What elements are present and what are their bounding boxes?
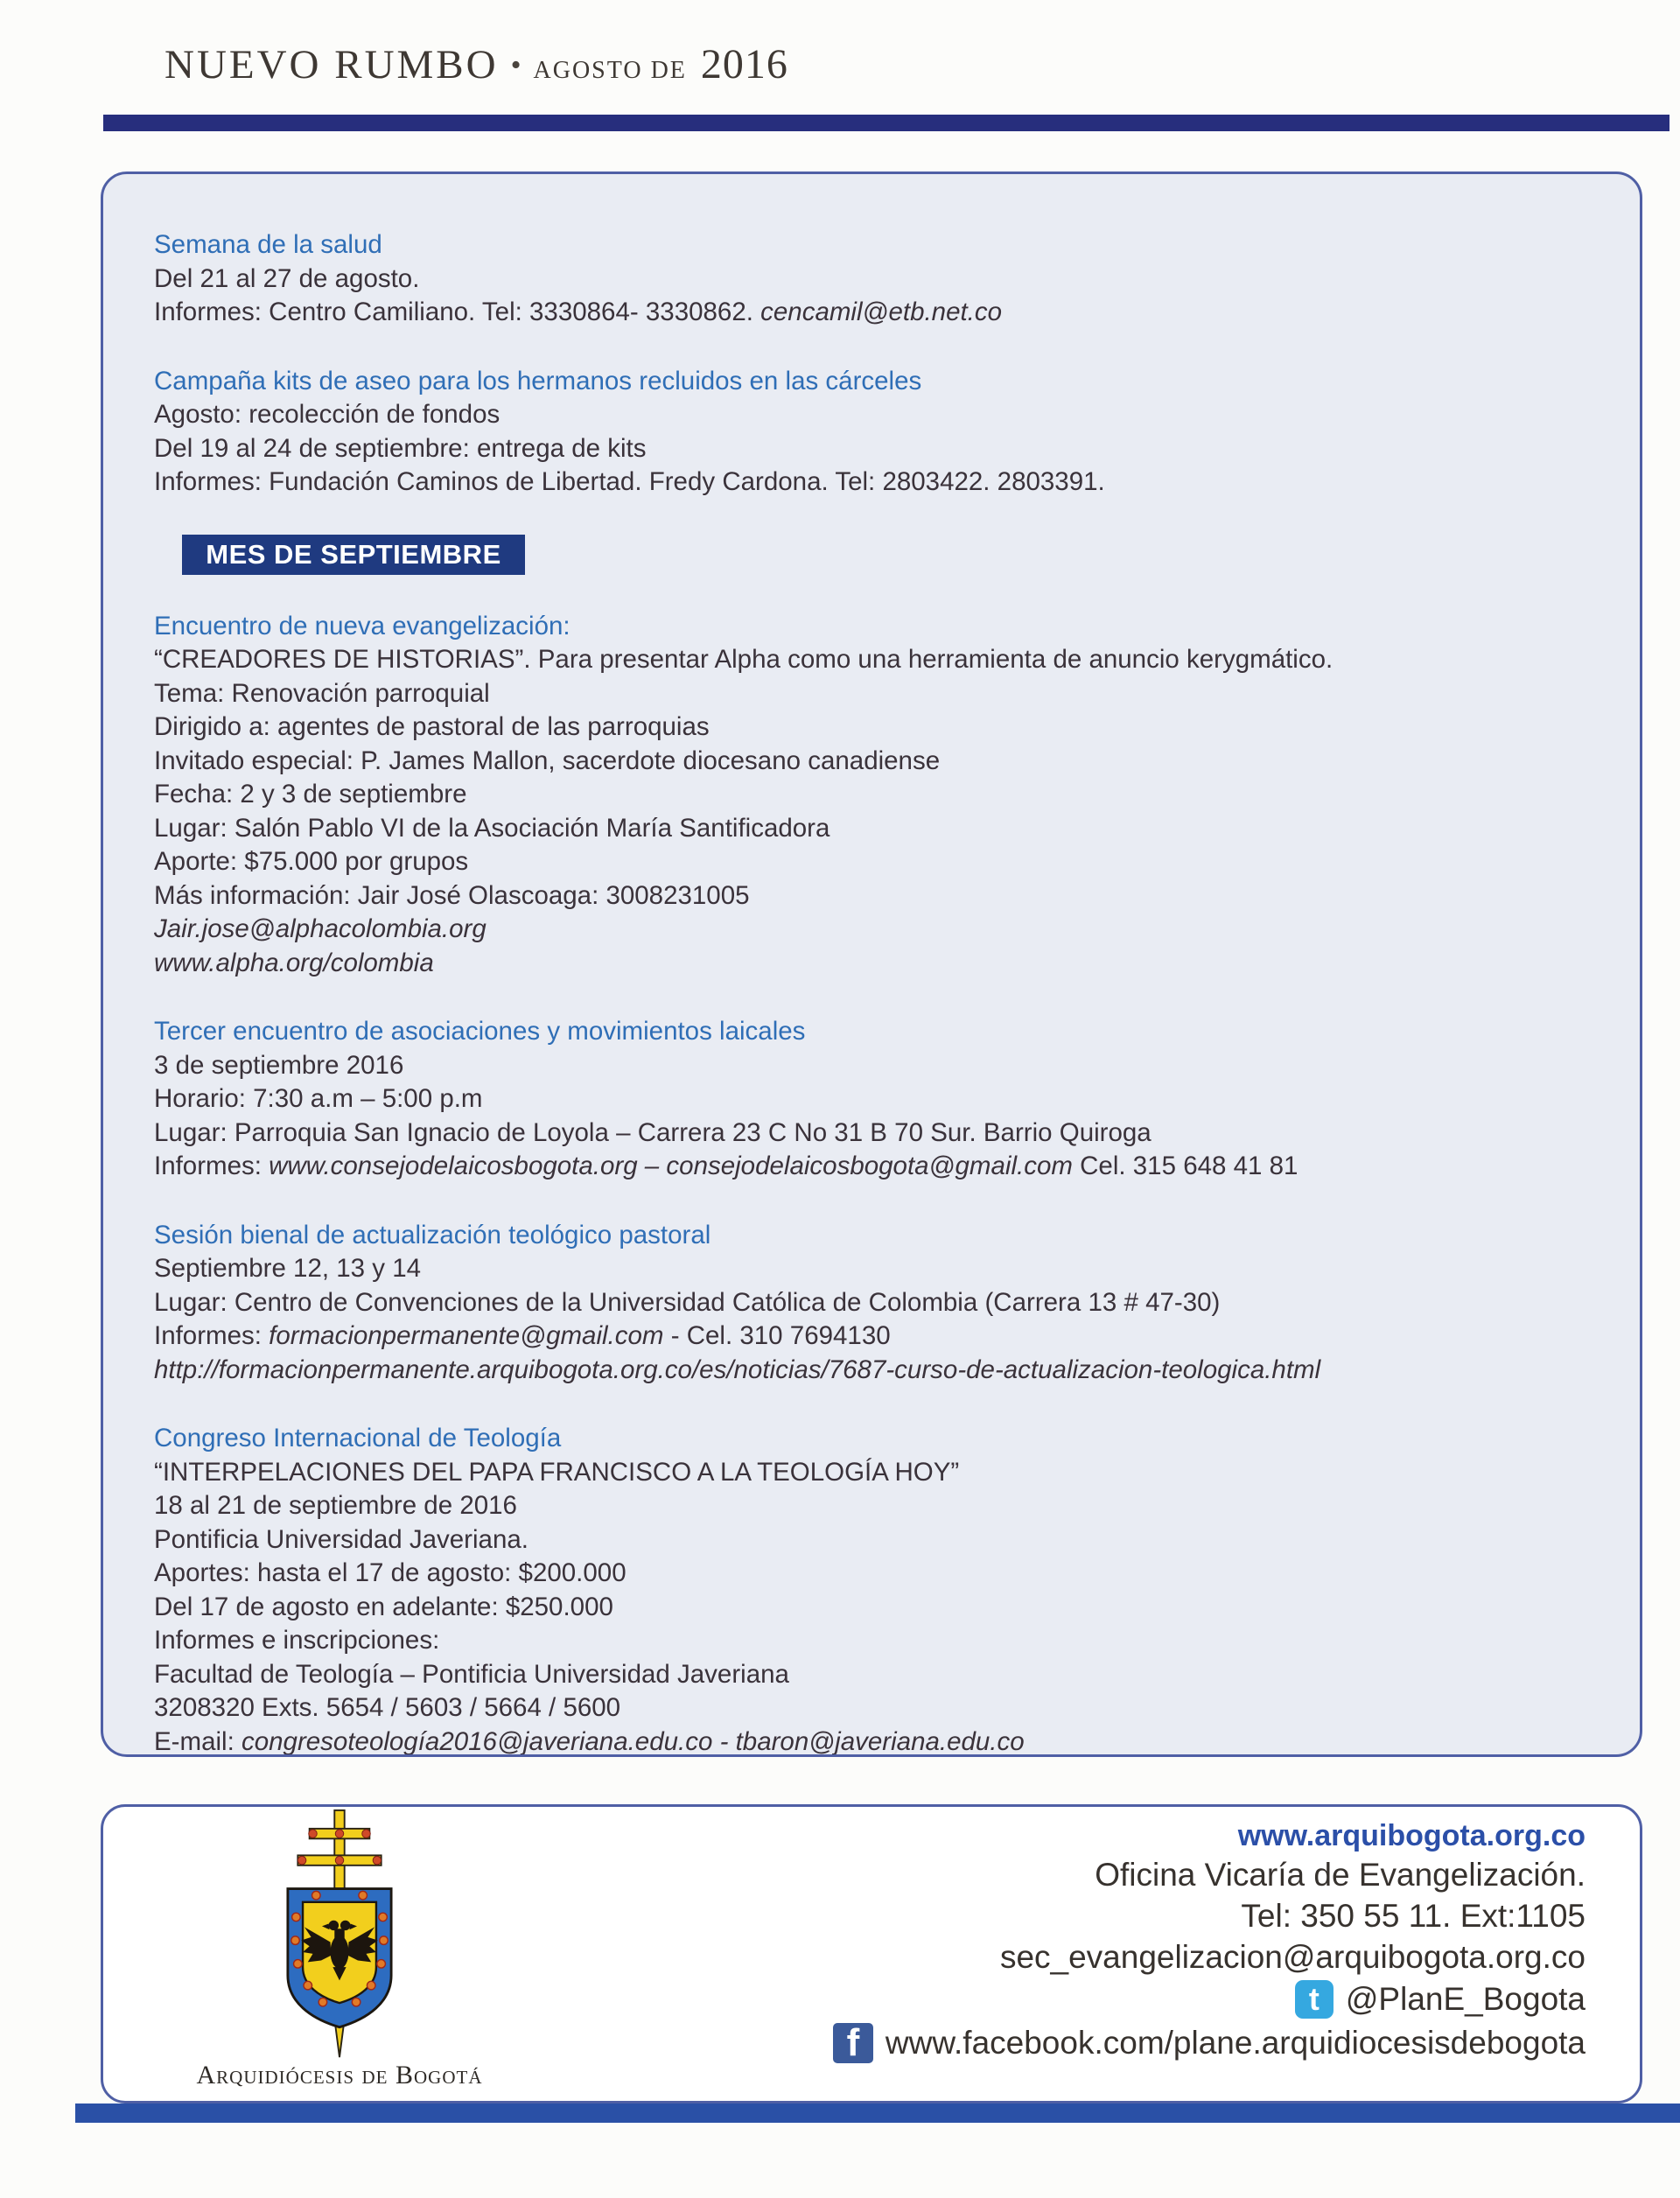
link-text: www.alpha.org/colombia (154, 948, 434, 977)
masthead-issue: AGOSTO DE (533, 57, 687, 84)
footer-email: sec_evangelizacion@arquibogota.org.co (999, 1939, 1586, 1975)
body-text: Pontificia Universidad Javeriana. (154, 1524, 528, 1554)
section-line (154, 1150, 1591, 1184)
event-section (154, 365, 1591, 500)
body-text: Aporte: $75.000 por grupos (154, 847, 469, 876)
section-line (154, 845, 1591, 879)
link-text: www.consejodelaicosbogota.org – consejodelaicosbogota@gmail.com (269, 1152, 1073, 1180)
event-section (154, 1015, 1591, 1184)
section-line (154, 1252, 1591, 1286)
link-text: formacionpermanente@gmail.com (269, 1321, 664, 1350)
section-line (154, 398, 1591, 432)
section-heading: Sesión bienal de actualización teológico pastoral (154, 1220, 711, 1250)
section-heading: Tercer encuentro de asociaciones y movimientos laicales (154, 1017, 806, 1046)
section-line (154, 812, 1591, 846)
body-text: Lugar: Centro de Convenciones de la Universidad Católica de Colombia (Carrera 13 # 47-30) (154, 1287, 1221, 1317)
section-heading: Encuentro de nueva evangelización: (154, 611, 570, 640)
section-line (154, 1557, 1591, 1591)
body-text: E-mail: (154, 1726, 242, 1756)
footer-bottom-bar (75, 2104, 1680, 2123)
footer-facebook-row (576, 2021, 1586, 2065)
event-section (154, 1219, 1591, 1388)
section-line (154, 677, 1591, 711)
body-text: 3 de septiembre 2016 (154, 1050, 404, 1080)
body-text: 3208320 Exts. 5654 / 5603 / 5664 / 5600 (154, 1693, 621, 1722)
body-text: Cel. 315 648 41 81 (1072, 1152, 1298, 1180)
section-heading: Congreso Internacional de Teología (154, 1424, 562, 1452)
footer-facebook-url: www.facebook.com/plane.arquidiocesisdebogota (885, 2025, 1586, 2061)
section-line (154, 1082, 1591, 1116)
link-text: congresoteología2016@javeriana.edu.co - tbaron@javeriana.edu.co (241, 1726, 1025, 1756)
section-line (154, 1456, 1591, 1490)
body-text: Lugar: Salón Pablo VI de la Asociación María Santificadora (154, 813, 830, 843)
body-text: Informes: Centro Camiliano. Tel: 3330864- 3330862. (154, 298, 761, 326)
section-line (154, 1691, 1591, 1726)
section-line (154, 913, 1591, 947)
section-line (154, 1286, 1591, 1320)
footer-website: www.arquibogota.org.co (1237, 1819, 1586, 1852)
footer-contact-column (576, 1807, 1640, 2101)
section-line (154, 432, 1591, 466)
body-text: Del 17 de agosto en adelante: $250.000 (154, 1592, 613, 1621)
link-text: Jair.jose@alphacolombia.org (154, 914, 486, 943)
body-text: Más información: Jair José Olascoaga: 3008231005 (154, 880, 750, 910)
body-text: - Cel. 310 7694130 (663, 1321, 891, 1350)
footer-office: Oficina Vicaría de Evangelización. (1095, 1857, 1586, 1893)
body-text: Invitado especial: P. James Mallon, sacerdote diocesano canadiense (154, 746, 941, 775)
body-text: Agosto: recolección de fondos (154, 400, 500, 429)
events-box (101, 172, 1642, 1757)
body-text: “CREADORES DE HISTORIAS”. Para presentar Alpha como una herramienta de anuncio kerygmático. (154, 645, 1334, 674)
link-text: http://formacionpermanente.arquibogota.org.co/es/noticias/7687-curso-de-actualizacion-teologica.html (154, 1354, 1321, 1384)
event-section (154, 610, 1591, 981)
body-text: Fecha: 2 y 3 de septiembre (154, 780, 467, 808)
month-banner (182, 535, 525, 575)
section-line (154, 947, 1591, 981)
section-heading: Semana de la salud (154, 230, 382, 259)
body-text: Del 21 al 27 de agosto. (154, 263, 420, 293)
section-line (154, 1320, 1591, 1354)
section-line (154, 1591, 1591, 1625)
body-text: Del 19 al 24 de septiembre: entrega de kits (154, 433, 647, 463)
body-text: Dirigido a: agentes de pastoral de las parroquias (154, 712, 710, 741)
body-text: Informes: Fundación Caminos de Libertad. Fredy Cardona. Tel: 2803422. 2803391. (154, 467, 1105, 496)
section-line (154, 1726, 1591, 1758)
body-text: Lugar: Parroquia San Ignacio de Loyola – Carrera 23 C No 31 B 70 Sur. Barrio Quiroga (154, 1117, 1152, 1147)
body-text: “INTERPELACIONES DEL PAPA FRANCISCO A LA TEOLOGÍA HOY” (154, 1457, 960, 1487)
section-line (154, 1624, 1591, 1658)
masthead-year: 2016 (700, 41, 788, 88)
section-line (154, 466, 1591, 500)
footer-crest-column (103, 1807, 576, 2101)
body-text: Informes e inscripciones: (154, 1626, 440, 1655)
body-text: Horario: 7:30 a.m – 5:00 p.m (154, 1084, 483, 1113)
header-rule (103, 115, 1670, 131)
event-section (154, 1422, 1591, 1757)
section-heading: Campaña kits de aseo para los hermanos recluidos en las cárceles (154, 366, 922, 396)
section-line (154, 296, 1591, 330)
link-text: cencamil@etb.net.co (760, 298, 1003, 326)
twitter-icon: t (1295, 1980, 1334, 2019)
section-line (154, 879, 1591, 914)
section-line (154, 1049, 1591, 1083)
body-text: Facultad de Teología – Pontificia Universidad Javeriana (154, 1659, 789, 1689)
body-text: Septiembre 12, 13 y 14 (154, 1254, 422, 1283)
body-text: Informes: (154, 1152, 270, 1180)
section-line (154, 778, 1591, 812)
body-text: Informes: (154, 1321, 270, 1350)
facebook-icon: f (833, 2023, 873, 2063)
body-text: Tema: Renovación parroquial (154, 678, 490, 708)
section-line (154, 745, 1591, 779)
masthead-title: NUEVO RUMBO (164, 42, 499, 88)
events-blocks (154, 228, 1591, 1757)
month-banner-label: MES DE SEPTIEMBRE (206, 538, 501, 570)
crest-caption: Arquidiócesis de Bogotá (196, 2061, 483, 2090)
section-line (154, 1489, 1591, 1523)
section-line (154, 1658, 1591, 1692)
footer-twitter-row (576, 1978, 1586, 2021)
footer-box (101, 1804, 1642, 2104)
section-line (154, 1116, 1591, 1151)
masthead (164, 40, 788, 88)
section-line (154, 1523, 1591, 1558)
section-line (154, 1354, 1591, 1388)
coat-of-arms (249, 1809, 430, 2059)
event-section (154, 228, 1591, 330)
footer-phone: Tel: 350 55 11. Ext:1105 (1241, 1898, 1586, 1934)
body-text: Aportes: hasta el 17 de agosto: $200.000 (154, 1558, 626, 1587)
body-text: 18 al 21 de septiembre de 2016 (154, 1491, 517, 1520)
section-line (154, 710, 1591, 745)
section-line (154, 643, 1591, 677)
masthead-separator-dot: • (510, 49, 522, 81)
footer-twitter-handle: @PlanE_Bogota (1345, 1981, 1586, 2017)
section-line (154, 262, 1591, 297)
